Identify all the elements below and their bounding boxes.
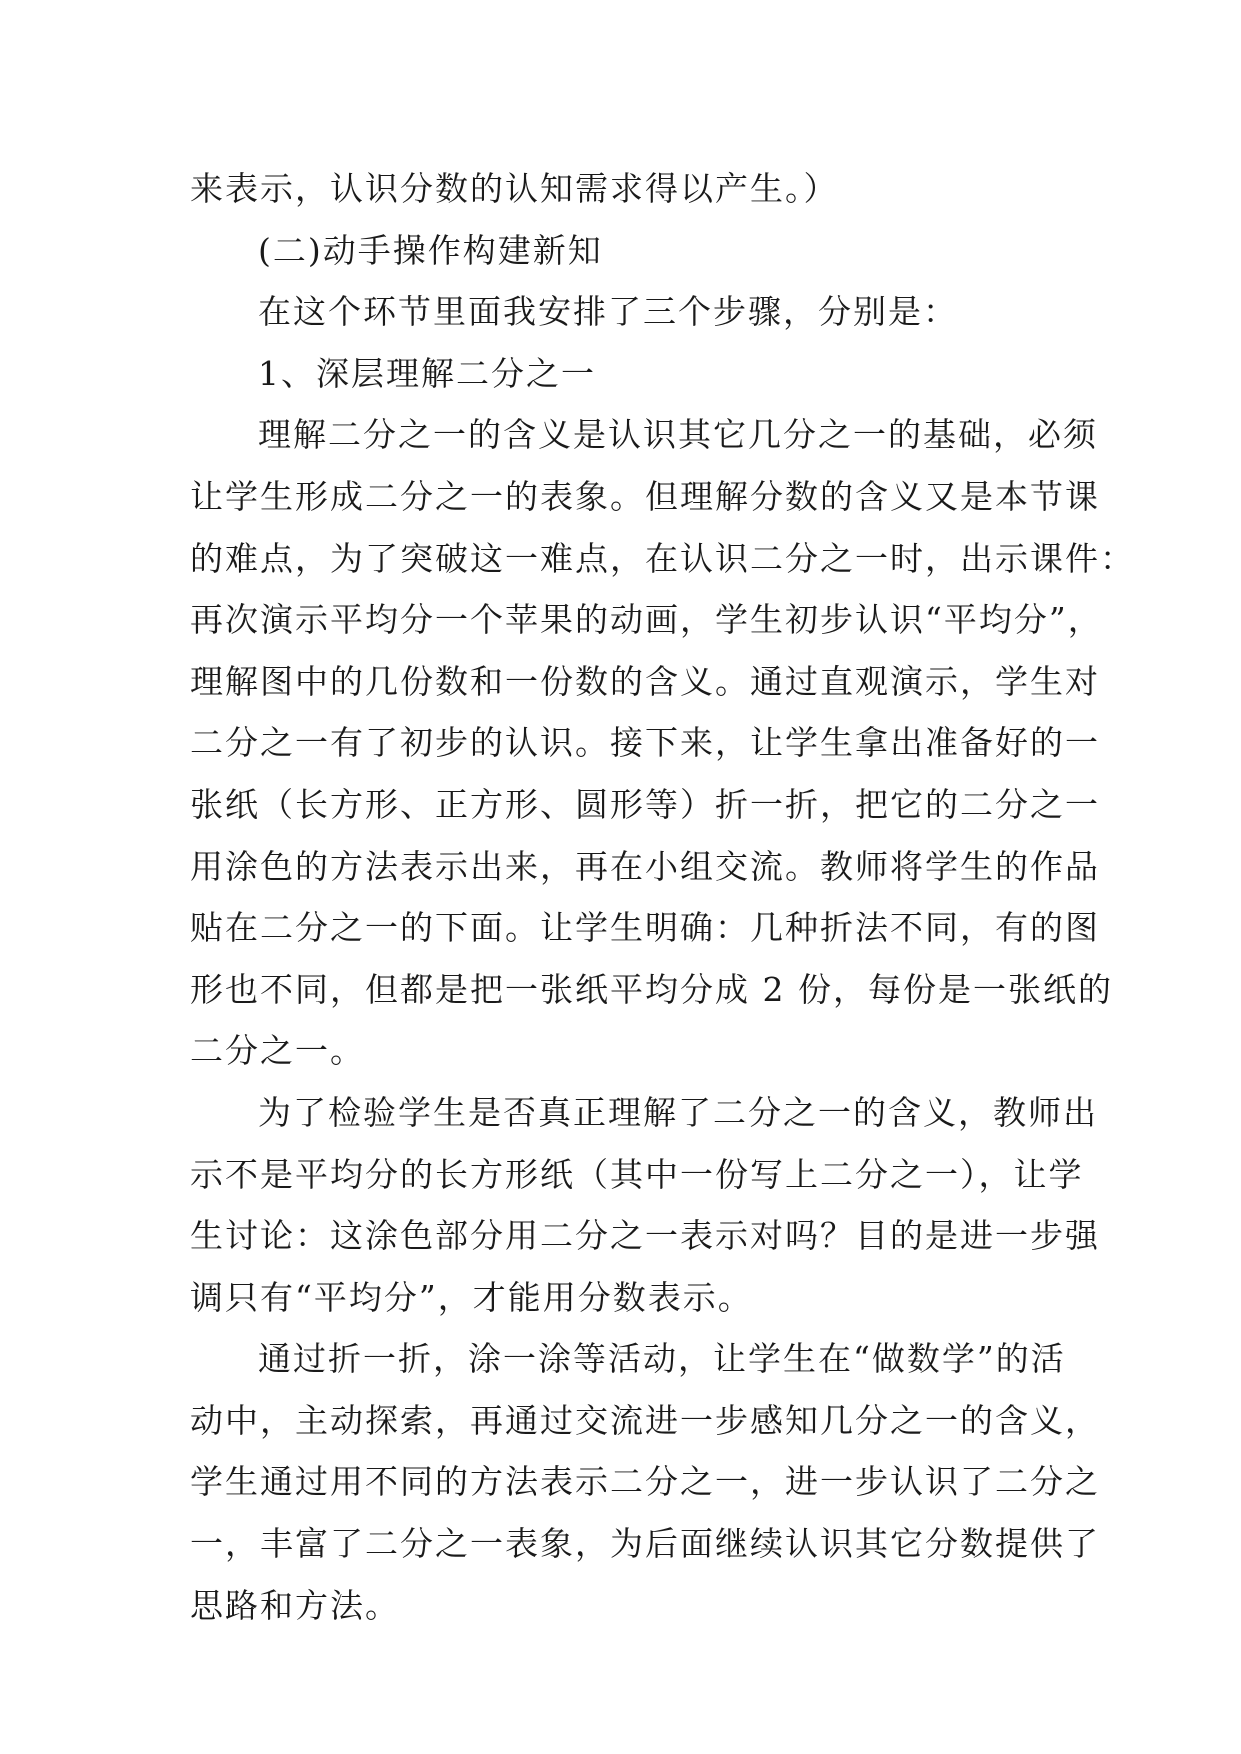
paragraph-line: 理解图中的几份数和一份数的含义。通过直观演示，学生对 <box>190 661 1100 701</box>
paragraph-line: 学生通过用不同的方法表示二分之一，进一步认识了二分之 <box>190 1462 1100 1502</box>
text-line: 来表示，认识分数的认知需求得以产生。） <box>190 169 839 208</box>
paragraph-line: 二分之一。 <box>190 1031 365 1071</box>
paragraph-line: 生讨论：这涂色部分用二分之一表示对吗？目的是进一步强 <box>190 1216 1100 1256</box>
paragraph-line: 让学生形成二分之一的表象。但理解分数的含义又是本节课 <box>190 476 1100 516</box>
paragraph-line: 理解二分之一的含义是认识其它几分之一的基础，必须 <box>258 415 1098 455</box>
paragraph-line: 用涂色的方法表示出来，再在小组交流。教师将学生的作品 <box>190 846 1100 886</box>
paragraph-line: 通过折一折，涂一涂等活动，让学生在“做数学”的活 <box>258 1339 1066 1379</box>
paragraph-line: 思路和方法。 <box>190 1585 400 1625</box>
paragraph-line: 动中，主动探索，再通过交流进一步感知几分之一的含义， <box>190 1400 1100 1440</box>
paragraph-line: 示不是平均分的长方形纸（其中一份写上二分之一），让学 <box>190 1154 1084 1194</box>
document-page <box>190 158 1135 1636</box>
paragraph-line: 二分之一有了初步的认识。接下来，让学生拿出准备好的一 <box>190 723 1100 763</box>
paragraph-line: 调只有“平均分”，才能用分数表示。 <box>190 1277 753 1317</box>
paragraph-line: 贴在二分之一的下面。让学生明确：几种折法不同，有的图 <box>190 908 1100 948</box>
section-heading: (二)动手操作构建新知 <box>258 230 603 270</box>
paragraph-line: 的难点，为了突破这一难点，在认识二分之一时，出示课件： <box>190 538 1135 578</box>
paragraph-line: 形也不同，但都是把一张纸平均分成 2 份，每份是一张纸的 <box>190 969 1113 1009</box>
paragraph-line: 为了检验学生是否真正理解了二分之一的含义，教师出 <box>258 1092 1098 1132</box>
paragraph-line: 张纸（长方形、正方形、圆形等）折一折，把它的二分之一 <box>190 784 1100 824</box>
step-heading: 1、深层理解二分之一 <box>258 353 596 393</box>
paragraph-line: 在这个环节里面我安排了三个步骤，分别是： <box>258 292 958 332</box>
paragraph-line: 一，丰富了二分之一表象，为后面继续认识其它分数提供了 <box>190 1524 1100 1564</box>
paragraph-line: 再次演示平均分一个苹果的动画，学生初步认识“平均分”， <box>190 600 1103 640</box>
